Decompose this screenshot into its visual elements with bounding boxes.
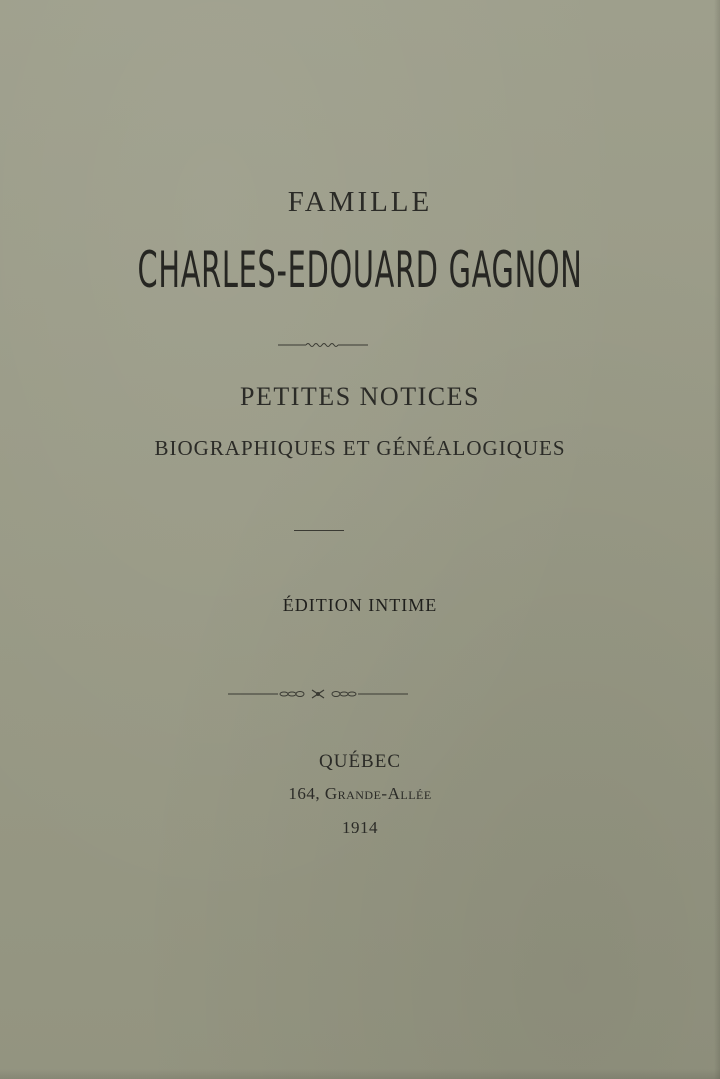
edition-label: ÉDITION INTIME bbox=[282, 595, 438, 615]
year-label: 1914 bbox=[342, 818, 378, 837]
subtitle-line-2: BIOGRAPHIQUES ET GÉNÉALOGIQUES bbox=[154, 436, 566, 460]
page-edge-bottom bbox=[0, 1069, 720, 1079]
chain-rule-ornament bbox=[228, 688, 408, 700]
family-label: FAMILLE bbox=[287, 186, 433, 218]
short-rule-ornament bbox=[294, 530, 344, 531]
family-name-heading: CHARLES-EDOUARD GAGNON bbox=[137, 242, 583, 300]
city-label: QUÉBEC bbox=[319, 751, 401, 772]
address-label: 164, Grande-Allée bbox=[288, 784, 432, 803]
subtitle-line-1: PETITES NOTICES bbox=[240, 382, 480, 411]
wavy-rule-ornament bbox=[278, 340, 368, 350]
page-edge-right bbox=[714, 0, 720, 1079]
